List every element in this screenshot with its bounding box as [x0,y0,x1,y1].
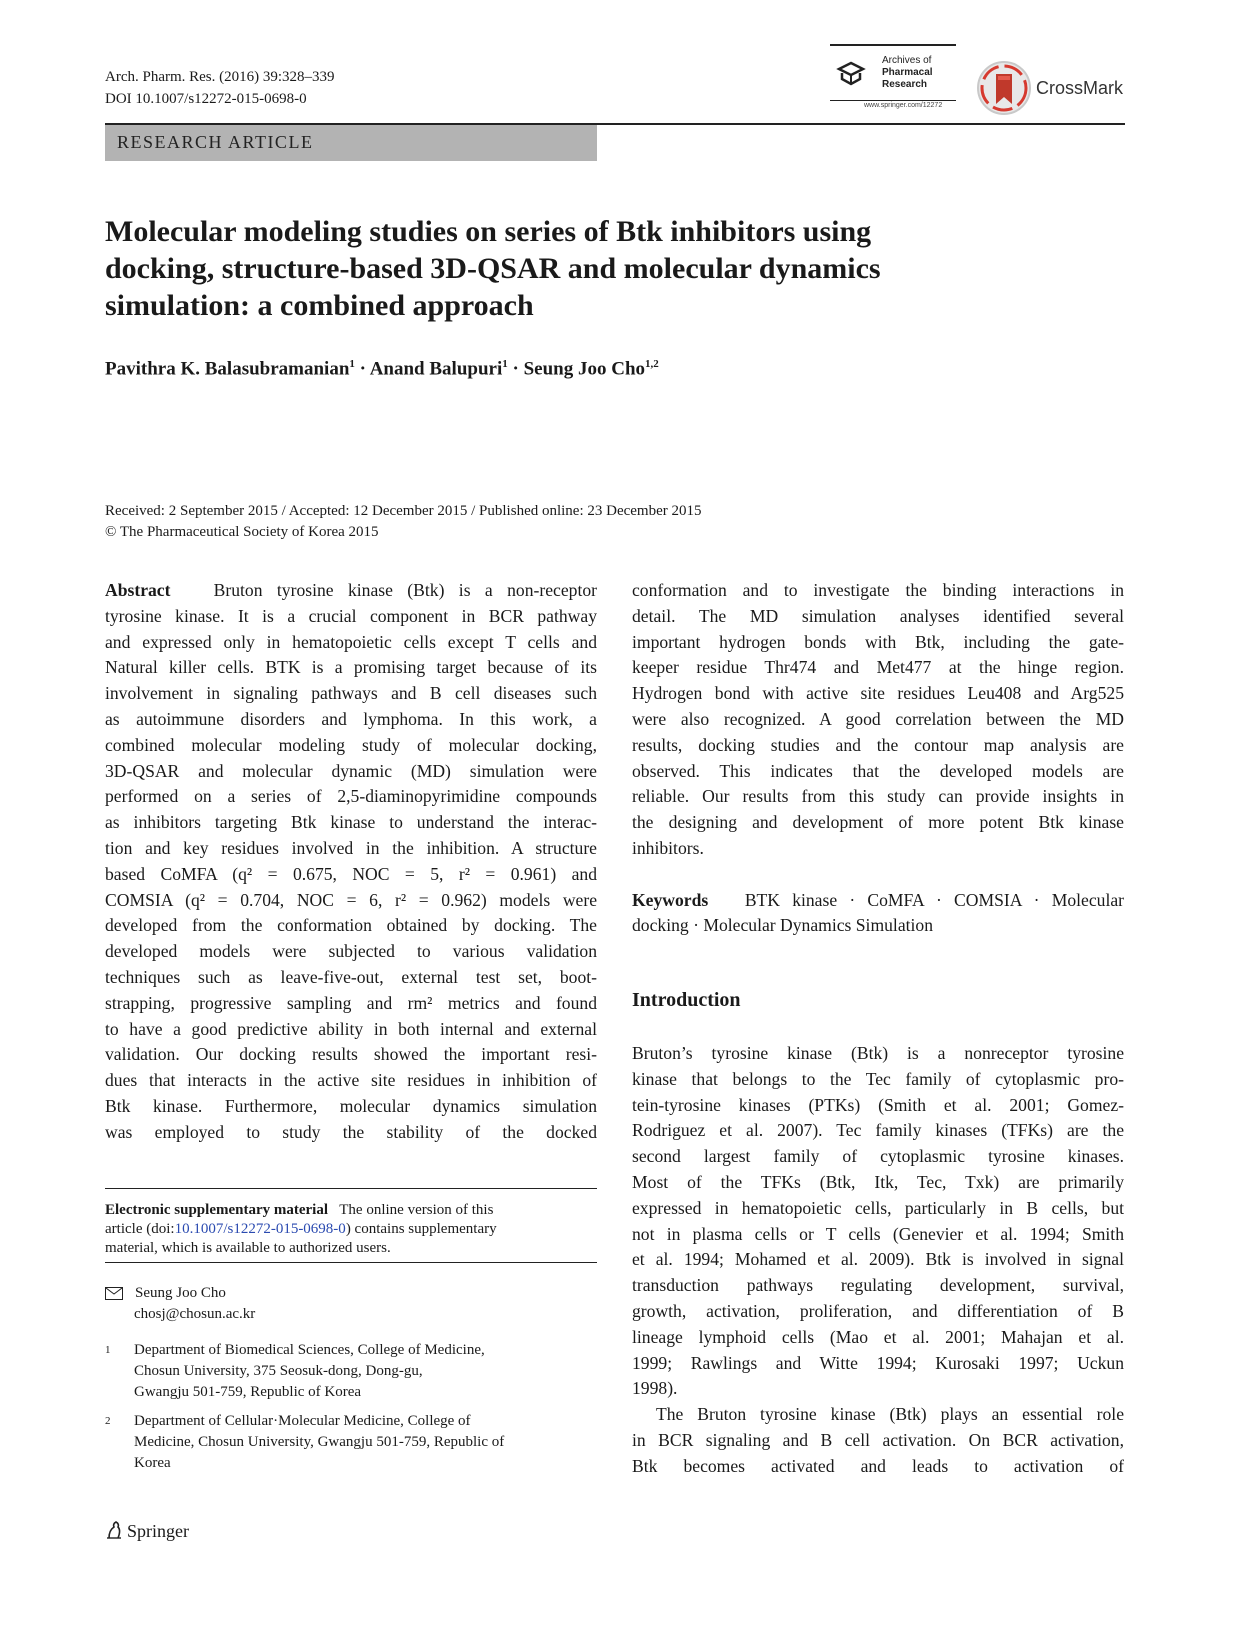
abstract-line: were also recognized. A good correlation between the MD [632,708,1124,729]
intro-line: Rodriguez et al. 2007). Tec family kinases (TFKs) are the [632,1120,1124,1141]
abstract-line: dues that interacts in the active site residues in inhibition of [105,1070,597,1091]
intro-line: not in plasma cells or T cells (Genevier et al. 1994; Smith [632,1223,1124,1244]
contact-email[interactable]: chosj@chosun.ac.kr [134,1306,256,1322]
abstract-line: Natural killer cells. BTK is a promising target because of its [105,657,597,678]
keywords-line [632,888,1124,914]
title-line: docking, structure-based 3D-QSAR and molecular dynamics [105,252,881,285]
abstract-line: to have a good predictive ability in both internal and external [105,1018,597,1039]
logo-wordmark [882,55,933,91]
journal-citation [105,66,335,110]
intro-line: 1998). [632,1378,678,1399]
author-affiliation-sup: 1 [502,358,508,370]
affiliation-line: Korea [134,1455,171,1471]
abstract-line: validation. Our docking results showed the important resi- [105,1044,597,1065]
section-heading-introduction: Introduction [632,989,741,1011]
abstract-line: strapping, progressive sampling and rm² metrics and found [105,992,597,1013]
abstract-line: developed models were subjected to various validation [105,941,597,962]
article-type-banner [105,125,597,161]
keywords-line: docking · Molecular Dynamics Simulation [632,915,933,936]
abstract-line: results, docking studies and the contour map analysis are [632,734,1124,755]
esm-text: The online version of this [339,1202,494,1218]
abstract-line: 3D-QSAR and molecular dynamic (MD) simulation were [105,760,597,781]
affiliation-line: Medicine, Chosun University, Gwangju 501-759, Republic of [134,1434,505,1450]
crossmark-icon[interactable] [976,60,1032,116]
journal-logo [830,44,956,114]
doi-link[interactable]: 10.1007/s12272-015-0698-0 [174,1221,346,1237]
logo-top-rule [830,44,956,46]
author-separator: · [507,358,524,380]
intro-line: 1999; Rawlings and Witte 1994; Kurosaki 1997; Uckun [632,1352,1124,1373]
abstract-line: as autoimmune disorders and lymphoma. In this work, a [105,708,597,729]
crossmark-label[interactable]: CrossMark [1036,78,1124,98]
esm-text: ) contains supplementary [345,1221,497,1237]
keywords-label: Keywords [632,889,709,910]
title-line: Molecular modeling studies on series of Btk inhibitors using [105,215,872,248]
history-line: Received: 2 September 2015 / Accepted: 12 December 2015 / Published online: 23 December 2015 [105,503,702,519]
esm-text: article (doi: [105,1221,175,1237]
author-affiliation-sup: 1,2 [645,358,659,370]
springer-horse-icon [105,1520,123,1540]
affiliation-text [134,1411,504,1474]
affiliation-number: 1 [105,1344,111,1356]
abstract-first-line: Bruton tyrosine kinase (Btk) is a non-receptor [213,580,597,600]
footnote-rule [105,1188,597,1189]
author-separator: · [354,358,370,380]
abstract-line: Hydrogen bond with active site residues Leu408 and Arg525 [632,683,1124,704]
abstract-line: performed on a series of 2,5-diaminopyrimidine compounds [105,786,597,807]
intro-line: tein-tyrosine kinases (PTKs) (Smith et al. 2001; Gomez- [632,1094,1124,1115]
affiliation-line: Department of Cellular·Molecular Medicine, College of [134,1413,471,1429]
publisher-name: Springer [127,1521,189,1541]
abstract-line: the designing and development of more potent Btk kinase [632,812,1124,833]
esm-line [105,1201,597,1220]
introduction-body [632,1041,1124,1480]
abstract-right-column [632,578,1124,939]
logo-bottom-rule [830,100,956,101]
title-line: simulation: a combined approach [105,289,534,322]
journal-line: Arch. Pharm. Res. (2016) 39:328–339 [105,69,335,85]
affiliation-line: Gwangju 501-759, Republic of Korea [134,1384,362,1400]
pharmacy-book-icon [836,60,866,86]
abstract-line: based CoMFA (q² = 0.675, NOC = 5, r² = 0.961) and [105,863,597,884]
esm-label: Electronic supplementary material [105,1202,329,1218]
abstract-line: conformation and to investigate the binding interactions in [632,580,1124,600]
author-affiliation-sup: 1 [349,358,355,370]
intro-line: second largest family of cytoplasmic tyrosine kinases. [632,1146,1124,1167]
intro-line: Most of the TFKs (Btk, Itk, Tec, Txk) are primarily [632,1171,1124,1192]
abstract-line: was employed to study the stability of the docked [105,1121,597,1142]
spacer [632,862,1124,888]
abstract-line: tion and key residues involved in the inhibition. A structure [105,837,597,858]
footnote-rule [105,1262,597,1263]
abstract-line: detail. The MD simulation analyses identified several [632,605,1124,626]
author-name[interactable]: Seung Joo Cho [523,358,646,380]
envelope-icon [105,1287,123,1300]
abstract-line: tyrosine kinase. It is a crucial component in BCR pathway [105,605,597,626]
doi-line: DOI 10.1007/s12272-015-0698-0 [105,91,307,107]
affiliation-line: Chosun University, 375 Seosuk-dong, Dong-gu, [134,1363,423,1379]
abstract-line: observed. This indicates that the developed models are [632,760,1124,781]
logo-line-2: Pharmacal [882,67,933,78]
intro-line: et al. 1994; Mohamed et al. 2009). Btk is involved in signal [632,1249,1124,1270]
abstract-line: techniques such as leave-five-out, external test set, boot- [105,966,597,987]
contact-name: Seung Joo Cho [135,1285,226,1301]
logo-line-1: Archives of [882,55,932,66]
author-name[interactable]: Anand Balupuri [369,358,503,380]
copyright-line: © The Pharmaceutical Society of Korea 2015 [105,524,379,540]
article-type-label: RESEARCH ARTICLE [117,132,314,152]
esm-line: material, which is available to authorized users. [105,1240,391,1256]
esm-line [105,1220,597,1239]
intro-line: kinase that belongs to the Tec family of cytoplasmic pro- [632,1068,1124,1089]
abstract-line: COMSIA (q² = 0.704, NOC = 6, r² = 0.962) models were [105,889,597,910]
abstract-line: keeper residue Thr474 and Met477 at the hinge region. [632,657,1124,678]
affiliation-2 [105,1411,597,1477]
intro-line: growth, activation, proliferation, and differentiation of B [632,1300,1124,1321]
keywords-list: BTK kinase · CoMFA · COMSIA · Molecular [744,889,1124,910]
abstract-label: Abstract [105,580,171,600]
intro-line: in BCR signaling and B cell activation. On BCR activation, [632,1429,1124,1450]
intro-line: The Bruton tyrosine kinase (Btk) plays an essential role [656,1404,1124,1425]
article-title [105,213,1005,324]
abstract-line [105,578,597,604]
abstract-line: as inhibitors targeting Btk kinase to understand the interac- [105,812,597,833]
publication-dates [105,501,702,543]
abstract-line: combined molecular modeling study of molecular docking, [105,734,597,755]
intro-line: expressed in hematopoietic cells, particularly in B cells, but [632,1197,1124,1218]
publisher-footer [105,1520,189,1542]
intro-line: Btk becomes activated and leads to activation of [632,1455,1124,1476]
author-name[interactable]: Pavithra K. Balasubramanian [105,358,350,380]
abstract-line: and expressed only in hematopoietic cells except T cells and [105,631,597,652]
logo-url: www.springer.com/12272 [864,102,943,109]
intro-line: Bruton’s tyrosine kinase (Btk) is a nonreceptor tyrosine [632,1043,1124,1063]
abstract-line: developed from the conformation obtained by docking. The [105,915,597,936]
abstract-left-column [105,578,597,1146]
abstract-line: reliable. Our results from this study can provide insights in [632,786,1124,807]
abstract-line: inhibitors. [632,837,704,858]
contact-name-line [105,1283,255,1304]
abstract-line: Btk kinase. Furthermore, molecular dynamics simulation [105,1095,597,1116]
affiliation-1 [105,1340,597,1406]
supplementary-note [105,1201,597,1258]
affiliation-line: Department of Biomedical Sciences, College of Medicine, [134,1342,485,1358]
logo-line-3: Research [882,79,928,90]
affiliation-number: 2 [105,1415,111,1427]
abstract-line: involvement in signaling pathways and B cell diseases such [105,683,597,704]
affiliation-text [134,1340,485,1403]
abstract-line: important hydrogen bonds with Btk, including the gate- [632,631,1124,652]
corresponding-author [105,1283,255,1325]
intro-line: lineage lymphoid cells (Mao et al. 2001; Mahajan et al. [632,1326,1124,1347]
intro-line: transduction pathways regulating development, survival, [632,1275,1124,1296]
author-list [105,358,659,380]
